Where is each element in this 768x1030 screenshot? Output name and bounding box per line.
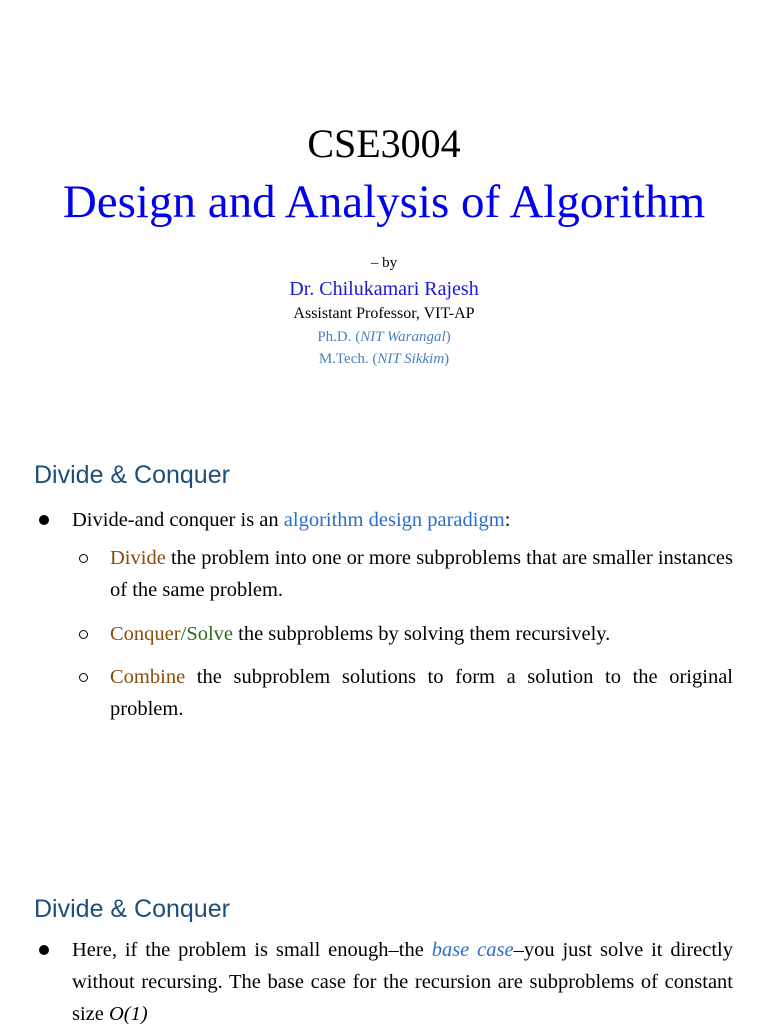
slide2-bullet-text: [72, 934, 733, 1030]
phd-suffix: ): [445, 329, 451, 345]
slide2-heading: Divide & Conquer: [34, 895, 230, 923]
keyword-divide: Divide: [110, 547, 166, 569]
complexity-notation: O(1): [109, 1003, 148, 1025]
course-code: CSE3004: [307, 121, 461, 166]
slide2-bullet: [0, 934, 768, 1030]
mtech-institution: NIT Sikkim: [377, 351, 445, 367]
phd-prefix: Ph.D. (: [317, 329, 361, 345]
slide1-heading: Divide & Conquer: [34, 461, 230, 489]
author-name: Dr. Chilukamari Rajesh: [289, 278, 479, 300]
course-title: Design and Analysis of Algorithm: [62, 176, 706, 228]
slide2-middle: –you just solve it directly without recursing. The base case for the recursion are subproblems of constant size: [72, 939, 733, 1025]
mtech-prefix: M.Tech. (: [318, 351, 378, 367]
combine-description: the subproblem solutions to form a solution to the original problem.: [110, 666, 733, 720]
keyword-combine: Combine: [110, 666, 186, 688]
base-case-highlight: base case: [431, 939, 514, 961]
slide2-prefix: Here, if the problem is small enough–the: [72, 939, 432, 961]
keyword-conquer: Conquer: [110, 623, 181, 645]
bullet-suffix: :: [504, 509, 511, 531]
keyword-solve: Solve: [186, 623, 234, 645]
phd-institution: NIT Warangal: [360, 329, 446, 345]
bullet-prefix: Divide-and conquer is an: [72, 509, 284, 531]
divide-description: the problem into one or more subproblems that are smaller instances of the same problem.: [110, 547, 733, 601]
author-role: Assistant Professor, VIT-AP: [293, 305, 475, 322]
paradigm-highlight: algorithm design paradigm: [283, 509, 505, 531]
keyword-separator: /: [180, 623, 187, 645]
mtech-suffix: ): [444, 351, 450, 367]
bullet-dot-icon: [39, 945, 49, 955]
by-line: – by: [370, 255, 398, 271]
conquer-description: the subproblems by solving them recursively.: [233, 623, 611, 645]
